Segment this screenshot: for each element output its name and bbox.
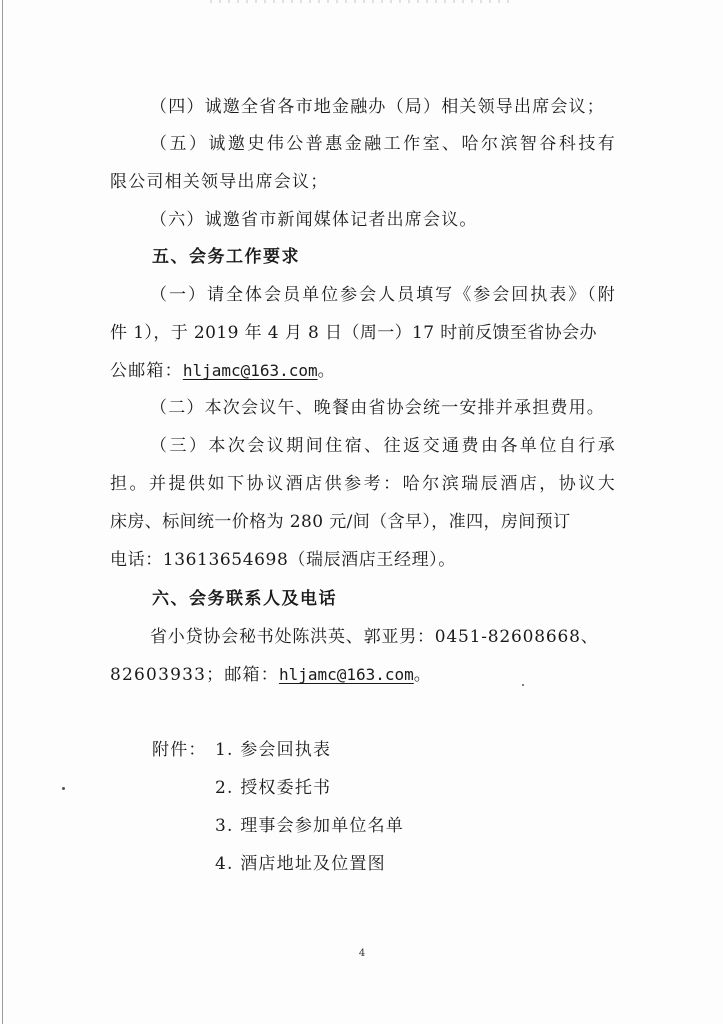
s5-p1-period: 。 [317, 361, 336, 381]
section-five-heading: 五、会务工作要求 [152, 247, 300, 267]
attachment-item: 3. 理事会参加单位名单 [215, 816, 405, 836]
s5-p3-text-2: 担。并提供如下协议酒店供参考：哈尔滨瑞辰酒店，协议大 [110, 474, 616, 494]
scan-speck [522, 684, 524, 686]
s6-phone-email-label: 82603933；邮箱： [110, 665, 279, 685]
item-five-text-1: （五）诚邀史伟公普惠金融工作室、哈尔滨智谷科技有 [150, 134, 616, 154]
s5-p1-email-label: 公邮箱： [110, 361, 183, 381]
s5-p2-text: （二）本次会议午、晚餐由省协会统一安排并承担费用。 [150, 398, 605, 418]
s5-p3-text-1: （三）本次会议期间住宿、往返交通费由各单位自行承 [150, 436, 616, 456]
s5-p1-text-2: 件 1），于 2019 年 4 月 8 日（周一）17 时前反馈至省协会办 [110, 323, 597, 343]
page-number: 4 [358, 948, 366, 959]
section-six-heading: 六、会务联系人及电话 [152, 589, 337, 609]
attachments-label: 附件： [152, 740, 207, 760]
s5-p1-text-1: （一）请全体会员单位参会人员填写《参会回执表》（附 [150, 285, 616, 305]
s5-p3-text-4: 电话：13613654698（瑞辰酒店王经理）。 [110, 550, 456, 570]
item-six-text: （六）诚邀省市新闻媒体记者出席会议。 [150, 210, 478, 230]
s6-period: 。 [413, 665, 432, 685]
scan-edge-line [2, 0, 3, 1024]
s6-email-link[interactable]: hljamc@163.com [278, 665, 414, 684]
item-four-text: （四）诚邀全省各市地金融办（局）相关领导出席会议； [150, 97, 605, 117]
item-five-text-2: 限公司相关领导出席会议； [110, 172, 329, 192]
s5-email-link[interactable]: hljamc@163.com [182, 361, 318, 380]
s6-text-1: 省小贷协会秘书处陈洪英、郭亚男：0451-82608668、 [150, 627, 599, 647]
attachment-item: 4. 酒店地址及位置图 [215, 854, 386, 874]
scan-specks [210, 0, 510, 3]
scan-speck [62, 787, 65, 790]
attachment-item: 2. 授权委托书 [215, 778, 332, 798]
s5-p3-text-3: 床房、标间统一价格为 280 元/间（含早），准四，房间预订 [110, 512, 571, 532]
attachment-item: 1. 参会回执表 [215, 740, 332, 760]
